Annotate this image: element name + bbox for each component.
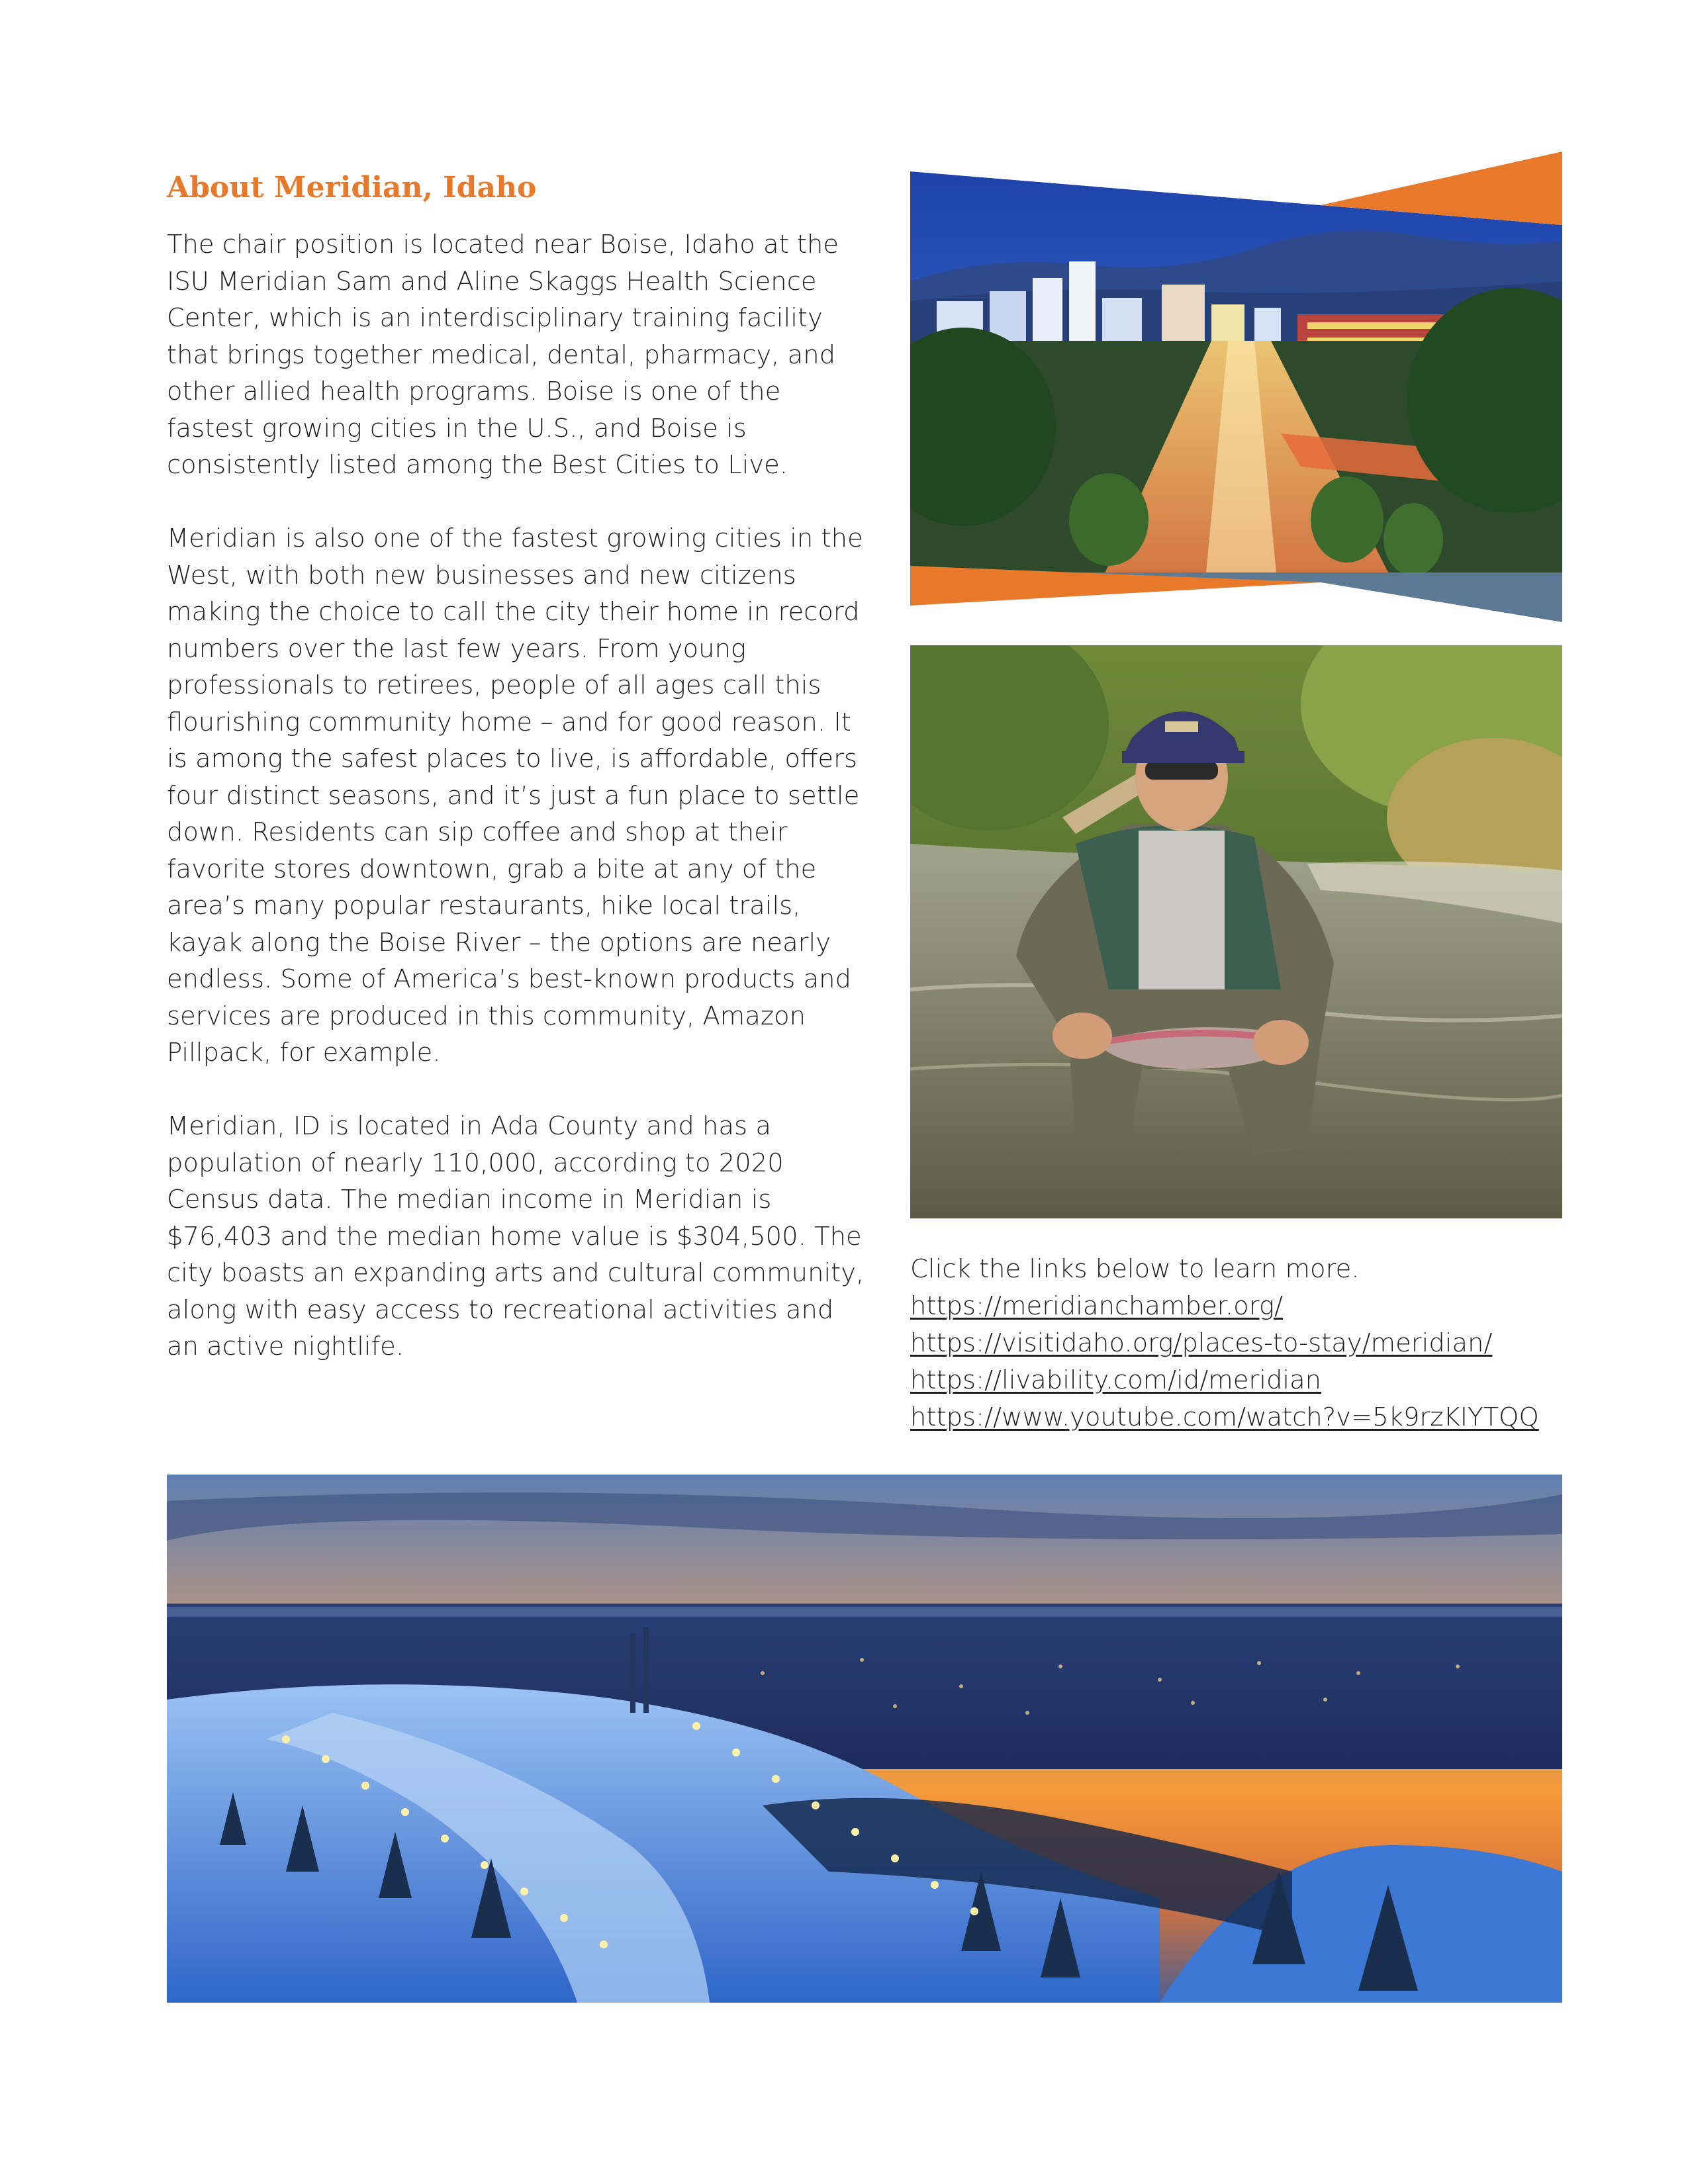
link-meridian-chamber[interactable]: https://meridianchamber.org/ [910, 1291, 1283, 1321]
page-title: About Meridian, Idaho [167, 171, 537, 205]
paragraph-community: Meridian is also one of the fastest growing cities in the West, with both new businesses and new citizens making the choice to call the city their home in record numbers over the last few years. From young professionals to retirees, people of all ages call this flourishing community home – and for good reason. It is among the safest places to live, is affordable, offers four distinct seasons, and it’s just a fun place to settle down. Residents can sip coffee and shop at their favorite stores downtown, grab a bite at any of the area’s many popular restaurants, hike local trails, kayak along the Boise River – the options are nearly endless. Some of America’s best-known products and services are produced in this community, Amazon Pillpack, for example. [167, 523, 863, 1068]
boise-skyline-photo [910, 149, 1562, 622]
body-text [167, 226, 868, 1402]
links-intro: Click the links below to learn more. [910, 1254, 1360, 1284]
ski-slopes-photo [167, 1475, 1562, 2003]
link-livability[interactable]: https://livability.com/id/meridian [910, 1365, 1322, 1395]
paragraph-demographics: Meridian, ID is located in Ada County and has a population of nearly 110,000, according to 2020 Census data. The median income in Meridian is $76,403 and the median home value is $304,500. The city boasts an expanding arts and cultural community, along with easy access to recreational activities and an active nightlife. [167, 1111, 865, 1361]
fisherman-photo [910, 645, 1562, 1218]
link-youtube-video[interactable]: https://www.youtube.com/watch?v=5k9rzKIYTQQ [910, 1402, 1539, 1432]
learn-more-links [910, 1251, 1572, 1436]
link-visit-idaho[interactable]: https://visitidaho.org/places-to-stay/meridian/ [910, 1328, 1493, 1358]
paragraph-intro: The chair position is located near Boise, Idaho at the ISU Meridian Sam and Aline Skaggs Health Science Center, which is an interdisciplinary training facility that brings together medical, dental, pharmacy, and other allied health programs. Boise is one of the fastest growing cities in the U.S., and Boise is consistently listed among the Best Cities to Live. [167, 230, 839, 480]
